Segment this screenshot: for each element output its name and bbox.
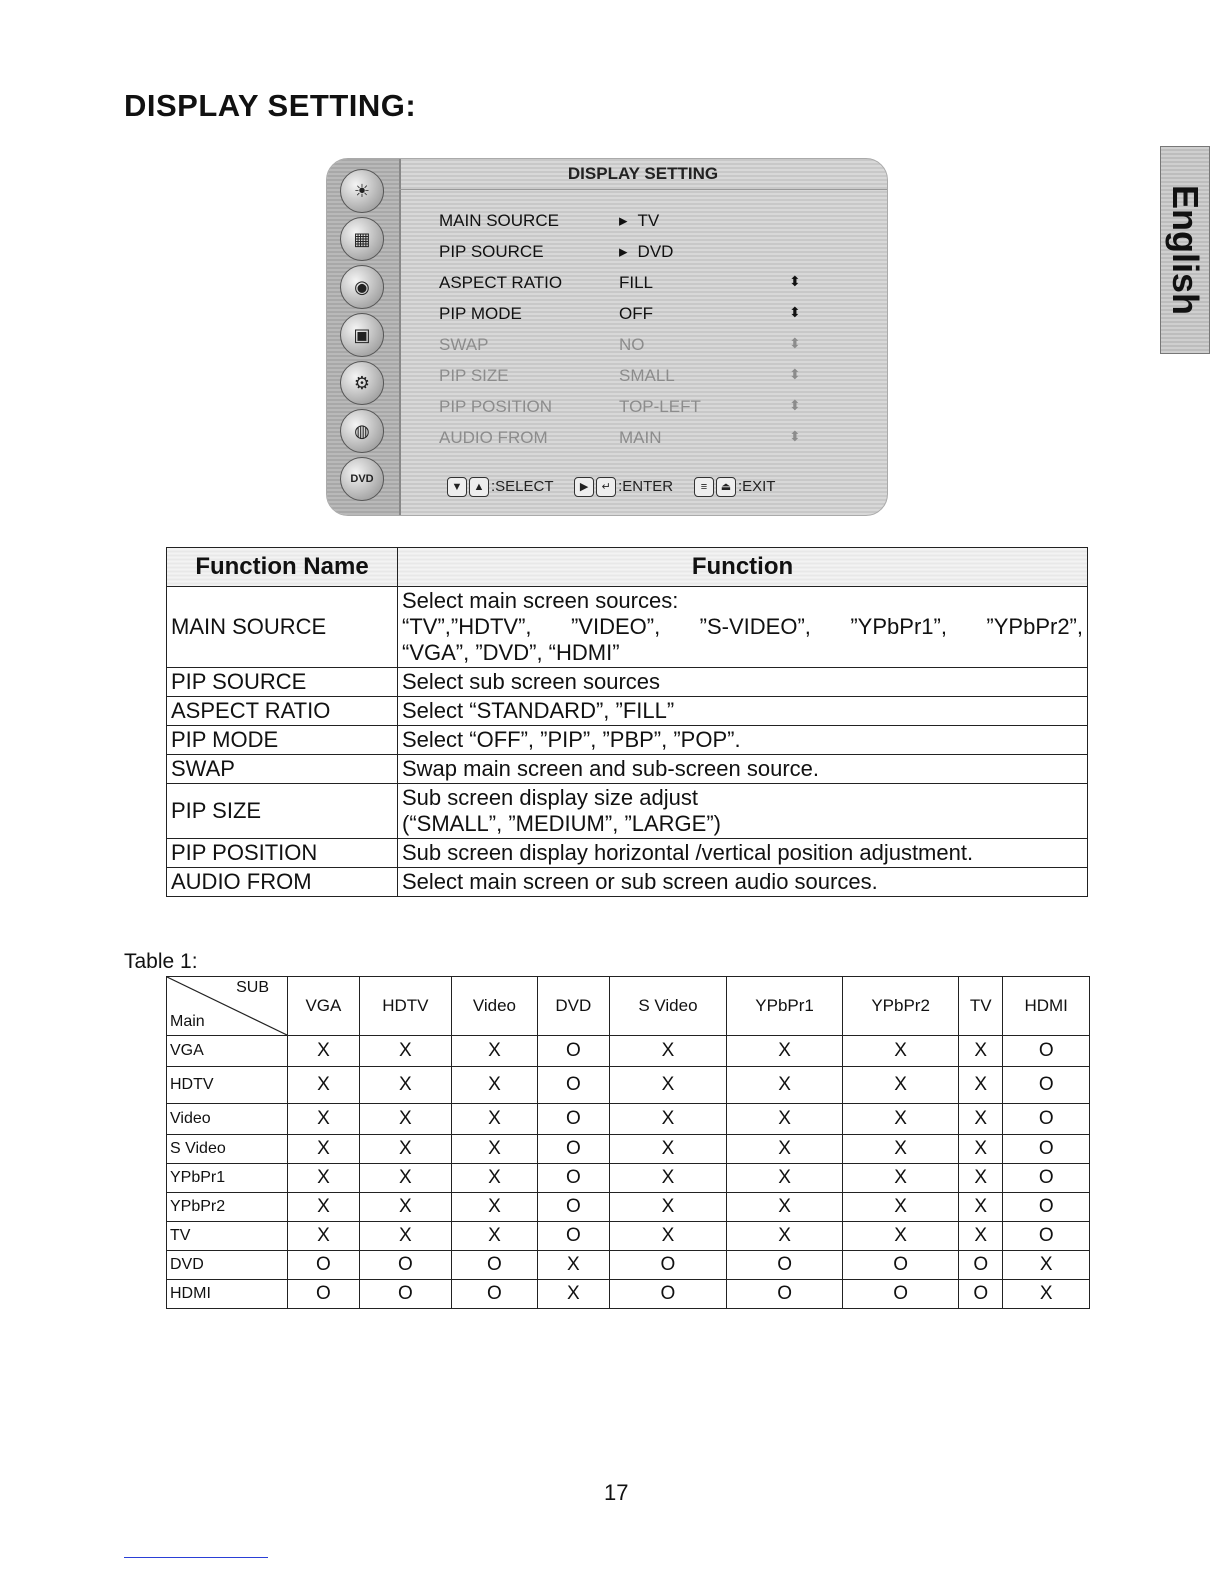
osd-row-label: PIP POSITION [439, 397, 553, 416]
compat-cell: X [1003, 1251, 1090, 1280]
compat-cell: X [843, 1104, 959, 1135]
enter-key-icon: ↵ [596, 477, 616, 497]
right-key-icon: ▶ [574, 477, 594, 497]
osd-row-value [619, 397, 701, 417]
compat-cell: X [959, 1104, 1003, 1135]
function-name-cell: PIP SIZE [167, 784, 398, 839]
function-name-cell: AUDIO FROM [167, 868, 398, 897]
compat-cell: X [451, 1036, 537, 1067]
down-key-icon: ▼ [447, 477, 467, 497]
compat-row-header: YPbPr1 [167, 1164, 288, 1193]
compat-cell: X [359, 1104, 451, 1135]
compat-column-header: HDMI [1003, 977, 1090, 1036]
compat-cell: X [359, 1135, 451, 1164]
compat-cell: O [843, 1280, 959, 1309]
compat-cell: X [451, 1104, 537, 1135]
function-row [167, 697, 1088, 726]
compat-row-header: VGA [167, 1036, 288, 1067]
compat-cell: X [843, 1164, 959, 1193]
function-description-line: (“SMALL”, ”MEDIUM”, ”LARGE”) [402, 811, 721, 836]
compat-cell: X [288, 1104, 360, 1135]
compat-column-header: DVD [537, 977, 609, 1036]
table-caption: Table 1: [124, 950, 198, 973]
osd-menu-screenshot [326, 158, 888, 516]
compat-cell: X [609, 1036, 726, 1067]
compat-cell: O [959, 1280, 1003, 1309]
compat-cell: O [843, 1251, 959, 1280]
compat-cell: O [537, 1193, 609, 1222]
compat-cell: X [727, 1222, 843, 1251]
compat-cell: X [359, 1067, 451, 1104]
compat-column-header: YPbPr1 [727, 977, 843, 1036]
corner-main-label: Main [170, 1013, 205, 1030]
compat-cell: X [727, 1135, 843, 1164]
osd-row-label: PIP MODE [439, 304, 522, 323]
osd-row-value [619, 428, 662, 448]
compat-cell: X [843, 1067, 959, 1104]
corner-cell [167, 977, 288, 1036]
osd-row-value-text: MAIN [619, 428, 662, 447]
brightness-icon: ☀ [340, 169, 384, 213]
function-name-cell: PIP MODE [167, 726, 398, 755]
function-row [167, 755, 1088, 784]
source-list-line [402, 614, 1083, 640]
compat-cell: O [609, 1251, 726, 1280]
source-item: ”YPbPr1”, [850, 614, 947, 639]
function-description-line: Sub screen display size adjust [402, 785, 698, 810]
compat-row-header: HDMI [167, 1280, 288, 1309]
compat-cell: X [451, 1164, 537, 1193]
function-row [167, 726, 1088, 755]
osd-row-value [619, 366, 675, 386]
compat-cell: X [288, 1135, 360, 1164]
osd-icon-bar [327, 159, 401, 515]
compat-cell: X [959, 1164, 1003, 1193]
function-row [167, 668, 1088, 697]
osd-row-value-text: FILL [619, 273, 654, 292]
globe-icon: ◍ [340, 409, 384, 453]
up-down-arrows-icon: ⬍ [789, 428, 801, 444]
function-description-cell [398, 587, 1088, 668]
compat-cell: O [1003, 1164, 1090, 1193]
compat-cell: X [451, 1135, 537, 1164]
osd-row-label: PIP SOURCE [439, 242, 544, 261]
compat-row [167, 1280, 1090, 1309]
compat-cell: O [537, 1164, 609, 1193]
compat-row-header: YPbPr2 [167, 1193, 288, 1222]
osd-footer-select: :SELECT [491, 477, 554, 495]
compat-row [167, 1251, 1090, 1280]
osd-row-value [619, 242, 673, 262]
function-row [167, 868, 1088, 897]
compat-row [167, 1164, 1090, 1193]
source-item: ”YPbPr2”, [986, 614, 1083, 639]
compat-cell: X [727, 1104, 843, 1135]
osd-row-label: MAIN SOURCE [439, 211, 559, 230]
function-description-line: Swap main screen and sub-screen source. [402, 756, 819, 781]
compat-row [167, 1036, 1090, 1067]
function-name-cell: ASPECT RATIO [167, 697, 398, 726]
osd-menu-row[interactable] [439, 335, 819, 361]
compat-cell: X [609, 1222, 726, 1251]
compat-row-header: HDTV [167, 1067, 288, 1104]
compat-cell: X [959, 1193, 1003, 1222]
compat-cell: X [288, 1193, 360, 1222]
compat-cell: X [288, 1222, 360, 1251]
osd-row-label: PIP SIZE [439, 366, 509, 385]
osd-row-value-text: OFF [619, 304, 653, 323]
osd-footer-exit: :EXIT [737, 477, 776, 495]
function-table [166, 547, 1088, 897]
function-name-cell: MAIN SOURCE [167, 587, 398, 668]
compat-cell: X [959, 1222, 1003, 1251]
up-down-arrows-icon: ⬍ [789, 335, 801, 351]
osd-row-marker-icon: ▸ [619, 242, 628, 261]
up-down-arrows-icon: ⬍ [789, 397, 801, 413]
compat-cell: O [288, 1251, 360, 1280]
corner-sub-label: SUB [236, 979, 269, 996]
compat-cell: O [1003, 1104, 1090, 1135]
compat-cell: O [537, 1067, 609, 1104]
osd-title: DISPLAY SETTING [399, 159, 887, 190]
osd-row-label: AUDIO FROM [439, 428, 548, 447]
compat-row [167, 1222, 1090, 1251]
compat-cell: O [1003, 1222, 1090, 1251]
compat-cell: X [359, 1222, 451, 1251]
osd-menu-row[interactable] [439, 428, 819, 454]
compat-cell: O [1003, 1067, 1090, 1104]
function-description-cell [398, 784, 1088, 839]
compat-cell: X [451, 1222, 537, 1251]
compat-cell: O [727, 1251, 843, 1280]
compat-row [167, 1193, 1090, 1222]
osd-menu-row[interactable] [439, 366, 819, 392]
osd-row-label: SWAP [439, 335, 489, 354]
compat-cell: X [843, 1036, 959, 1067]
osd-row-value-text: DVD [637, 242, 674, 261]
compat-cell: X [451, 1193, 537, 1222]
function-description-line: Select “STANDARD”, ”FILL” [402, 698, 675, 723]
compat-row-header: Video [167, 1104, 288, 1135]
compat-column-header: S Video [609, 977, 726, 1036]
function-description-line: Select sub screen sources [402, 669, 661, 694]
page-heading: DISPLAY SETTING: [124, 88, 417, 123]
compat-cell: O [359, 1251, 451, 1280]
function-description-cell [398, 726, 1088, 755]
function-description-cell [398, 755, 1088, 784]
compat-cell: X [609, 1164, 726, 1193]
function-description-line: Select main screen sources: [402, 588, 679, 613]
language-tab-label: English [1165, 184, 1206, 316]
compat-cell: X [959, 1135, 1003, 1164]
osd-row-value-text: TOP-LEFT [619, 397, 701, 416]
osd-row-value [619, 211, 659, 231]
compat-cell: O [727, 1280, 843, 1309]
source-item: ”S-VIDEO”, [699, 614, 811, 639]
osd-row-marker-icon: ▸ [619, 211, 628, 230]
compat-cell: X [288, 1164, 360, 1193]
osd-menu-row[interactable] [439, 273, 819, 299]
menu-key-icon: ≡ [694, 477, 714, 497]
osd-footer-enter: :ENTER [618, 477, 674, 495]
compat-cell: X [727, 1067, 843, 1104]
osd-menu-row[interactable] [439, 397, 819, 423]
osd-row-value [619, 335, 645, 355]
compat-row [167, 1135, 1090, 1164]
compat-cell: X [959, 1036, 1003, 1067]
compat-cell: X [288, 1036, 360, 1067]
color-icon: ◉ [340, 265, 384, 309]
function-description-cell [398, 839, 1088, 868]
function-description-cell [398, 868, 1088, 897]
compat-cell: X [537, 1280, 609, 1309]
compat-row-header: DVD [167, 1251, 288, 1280]
function-row [167, 587, 1088, 668]
compat-cell: O [359, 1280, 451, 1309]
osd-menu-row[interactable] [439, 211, 819, 237]
function-name-cell: PIP POSITION [167, 839, 398, 868]
osd-row-value-text: TV [637, 211, 660, 230]
compat-cell: X [609, 1104, 726, 1135]
function-row [167, 784, 1088, 839]
function-name-cell: PIP SOURCE [167, 668, 398, 697]
compat-column-header: HDTV [359, 977, 451, 1036]
dvd-icon: DVD [340, 457, 384, 501]
compat-row-header: S Video [167, 1135, 288, 1164]
compat-row-header: TV [167, 1222, 288, 1251]
osd-row-label: ASPECT RATIO [439, 273, 563, 292]
compat-cell: X [609, 1135, 726, 1164]
compat-cell: O [1003, 1193, 1090, 1222]
compat-cell: X [843, 1193, 959, 1222]
function-name-cell: SWAP [167, 755, 398, 784]
compat-cell: X [359, 1193, 451, 1222]
compat-column-header: Video [451, 977, 537, 1036]
compat-column-header: VGA [288, 977, 360, 1036]
compat-cell: X [537, 1251, 609, 1280]
function-description-cell [398, 697, 1088, 726]
compat-column-header: YPbPr2 [843, 977, 959, 1036]
up-down-arrows-icon: ⬍ [789, 304, 801, 320]
compat-cell: X [843, 1222, 959, 1251]
compat-cell: X [843, 1135, 959, 1164]
function-description-line: Select “OFF”, ”PIP”, ”PBP”, ”POP”. [402, 727, 741, 752]
compat-row [167, 1104, 1090, 1135]
footer-rule [124, 1557, 268, 1558]
function-description-cell [398, 668, 1088, 697]
up-key-icon: ▲ [469, 477, 489, 497]
language-tab [1160, 146, 1210, 354]
function-header: Function [398, 548, 1088, 587]
compat-cell: O [1003, 1135, 1090, 1164]
compat-cell: X [959, 1067, 1003, 1104]
osd-row-value [619, 273, 653, 293]
page-number: 17 [604, 1480, 629, 1505]
tv-icon: ▣ [340, 313, 384, 357]
function-description-line: Select main screen or sub screen audio sources. [402, 869, 878, 894]
picture-icon: ▦ [340, 217, 384, 261]
compat-cell: X [359, 1164, 451, 1193]
settings-icon: ⚙ [340, 361, 384, 405]
source-item: “TV”,”HDTV”, [402, 614, 532, 639]
source-item: ”VIDEO”, [570, 614, 661, 639]
compat-column-header: TV [959, 977, 1003, 1036]
up-down-arrows-icon: ⬍ [789, 273, 801, 289]
compat-cell: X [727, 1164, 843, 1193]
compat-cell: X [609, 1193, 726, 1222]
exit-key-icon: ⏏ [716, 477, 736, 497]
compatibility-table [166, 976, 1090, 1309]
compat-cell: X [727, 1036, 843, 1067]
osd-row-value-text: SMALL [619, 366, 675, 385]
compat-cell: O [1003, 1036, 1090, 1067]
compat-cell: O [288, 1280, 360, 1309]
osd-footer [447, 477, 775, 497]
compat-cell: X [1003, 1280, 1090, 1309]
compat-cell: O [451, 1251, 537, 1280]
osd-row-value-text: NO [619, 335, 645, 354]
function-row [167, 839, 1088, 868]
compat-cell: O [959, 1251, 1003, 1280]
compat-cell: O [537, 1222, 609, 1251]
osd-menu-row[interactable] [439, 242, 819, 268]
compat-cell: O [537, 1104, 609, 1135]
function-name-header: Function Name [167, 548, 398, 587]
up-down-arrows-icon: ⬍ [789, 366, 801, 382]
compat-row [167, 1067, 1090, 1104]
osd-menu-row[interactable] [439, 304, 819, 330]
compat-cell: X [451, 1067, 537, 1104]
compat-cell: X [359, 1036, 451, 1067]
compat-cell: X [288, 1067, 360, 1104]
compat-cell: X [727, 1193, 843, 1222]
function-description-line: Sub screen display horizontal /vertical position adjustment. [402, 840, 974, 865]
osd-row-value [619, 304, 653, 324]
compat-cell: O [609, 1280, 726, 1309]
compat-cell: X [609, 1067, 726, 1104]
compat-cell: O [537, 1135, 609, 1164]
compat-cell: O [537, 1036, 609, 1067]
source-list-tail: “VGA”, ”DVD”, “HDMI” [402, 640, 620, 665]
compat-cell: O [451, 1280, 537, 1309]
